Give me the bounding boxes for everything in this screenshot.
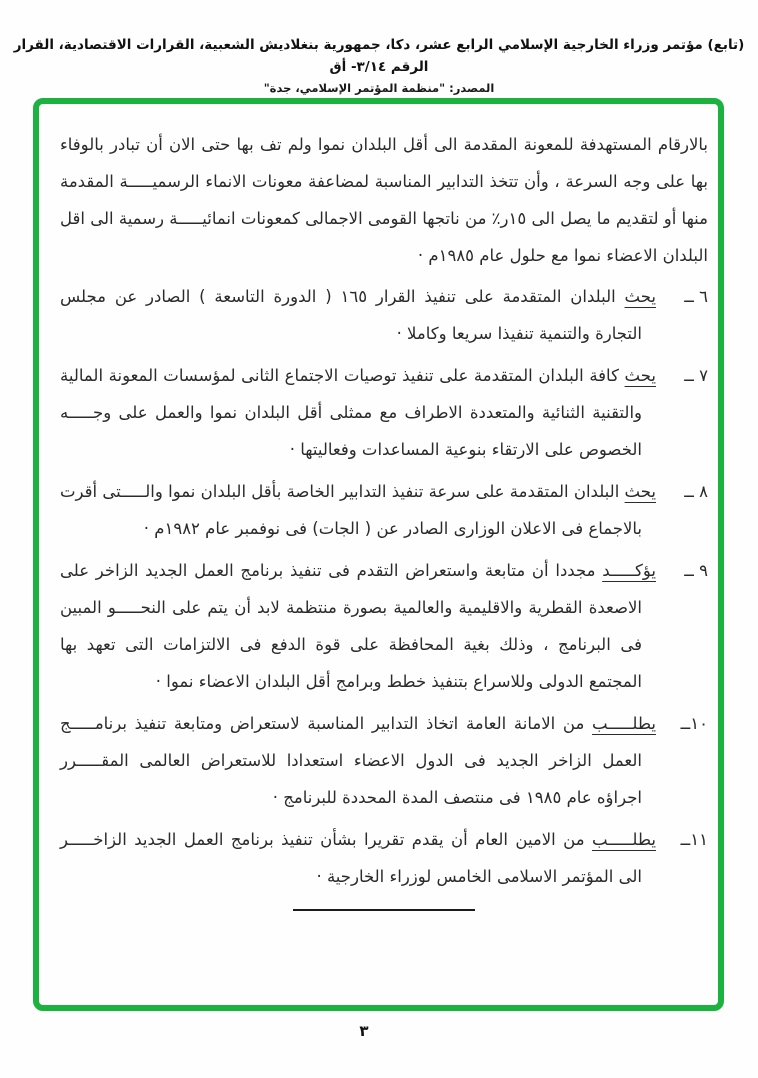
item-keyword: يطلـــــب: [592, 830, 656, 849]
document-body: [60, 126, 708, 911]
item-keyword: يحث: [624, 482, 656, 501]
resolution-item-6: [60, 278, 708, 352]
resolution-item-11: [60, 821, 708, 895]
resolution-item-7: [60, 357, 708, 468]
item-keyword: يحث: [624, 287, 656, 306]
header-title: (تابع) مؤتمر وزراء الخارجية الإسلامي الرابع عشر، دكا، جمهورية بنغلاديش الشعبية، القرارات الاقتصادية، القرار الرقم ٣/١٤- أق: [13, 37, 745, 75]
item-text: البلدان المتقدمة على تنفيذ القرار ١٦٥ ( الدورة التاسعة ) الصادر عن مجلس التجارة والتنمية تنفيذا سريعا وكاملا ·: [60, 287, 642, 343]
page-number: ٣: [359, 1022, 369, 1040]
item-text: من الامانة العامة اتخاذ التدابير المناسبة لاستعراض ومتابعة تنفيذ برنامـــــج العمل الزاخر الجديد فى الدول الاعضاء استعدادا للاستعراض العالمى المقـــــرر اجراؤه عام ١٩٨٥ فى منتصف المدة المحددة للبرنامج ·: [60, 714, 642, 807]
item-text: من الامين العام أن يقدم تقريرا بشأن تنفيذ برنامج العمل الجديد الزاخـــــر الى المؤتمر الاسلامى الخامس لوزراء الخارجية ·: [60, 830, 642, 886]
item-keyword: يحث: [624, 366, 656, 385]
resolution-item-8: [60, 473, 708, 547]
item-keyword: يؤكـــــد: [602, 561, 656, 580]
item-text: البلدان المتقدمة على سرعة تنفيذ التدابير الخاصة بأقل البلدان نموا والـــــتى أقرت بالاجماع فى الاعلان الوزارى الصادر عن ( الجات) فى نوفمبر عام ١٩٨٢م ·: [60, 482, 642, 538]
page-header: [0, 34, 758, 98]
item-number: ١٠ــ: [680, 714, 708, 733]
intro-paragraph: بالارقام المستهدفة للمعونة المقدمة الى أقل البلدان نموا ولم تف بها حتى الان أن تبادر بالوفاء بها على وجه السرعة ، وأن تتخذ التدابير المناسبة لمضاعفة معونات الانماء الرسميـــــة المقدمة منها أو لتقديم ما يصل الى ١٥ر٪ من ناتجها القومى الاجمالى كمعونات انمائيـــــة رسمية الى اقل البلدان الاعضاء نموا مع حلول عام ١٩٨٥م ·: [60, 135, 708, 265]
resolution-item-9: [60, 552, 708, 700]
item-text: مجددا أن متابعة واستعراض التقدم فى تنفيذ برنامج العمل الجديد الزاخر على الاصعدة القطرية والاقليمية والعالمية بصورة منتظمة لابد أن يتم على النحـــــو المبين فى البرنامج ، وذلك بغية المحافظة على قوة الدفع فى الالتزامات التى تعهد بها المجتمع الدولى وللاسراع بتنفيذ خطط وبرامج أقل البلدان الاعضاء نموا ·: [60, 561, 642, 691]
resolution-item-10: [60, 705, 708, 816]
item-keyword: يطلـــــب: [592, 714, 656, 733]
item-number: ٨ ــ: [684, 482, 708, 501]
item-number: ١١ــ: [680, 830, 708, 849]
item-number: ٦ ــ: [684, 287, 708, 306]
item-number: ٩ ــ: [684, 561, 708, 580]
item-text: كافة البلدان المتقدمة على تنفيذ توصيات الاجتماع الثانى لمؤسسات المعونة المالية والتقنية الثنائية والمتعددة الاطراف مع ممثلى أقل البلدان نموا والعمل على وجـــــه الخصوص على الارتقاء بنوعية المساعدات وفعاليتها ·: [60, 366, 642, 459]
item-number: ٧ ــ: [684, 366, 708, 385]
end-divider-line: [293, 909, 475, 911]
header-source: المصدر: "منظمة المؤتمر الإسلامي، جدة": [263, 81, 495, 95]
